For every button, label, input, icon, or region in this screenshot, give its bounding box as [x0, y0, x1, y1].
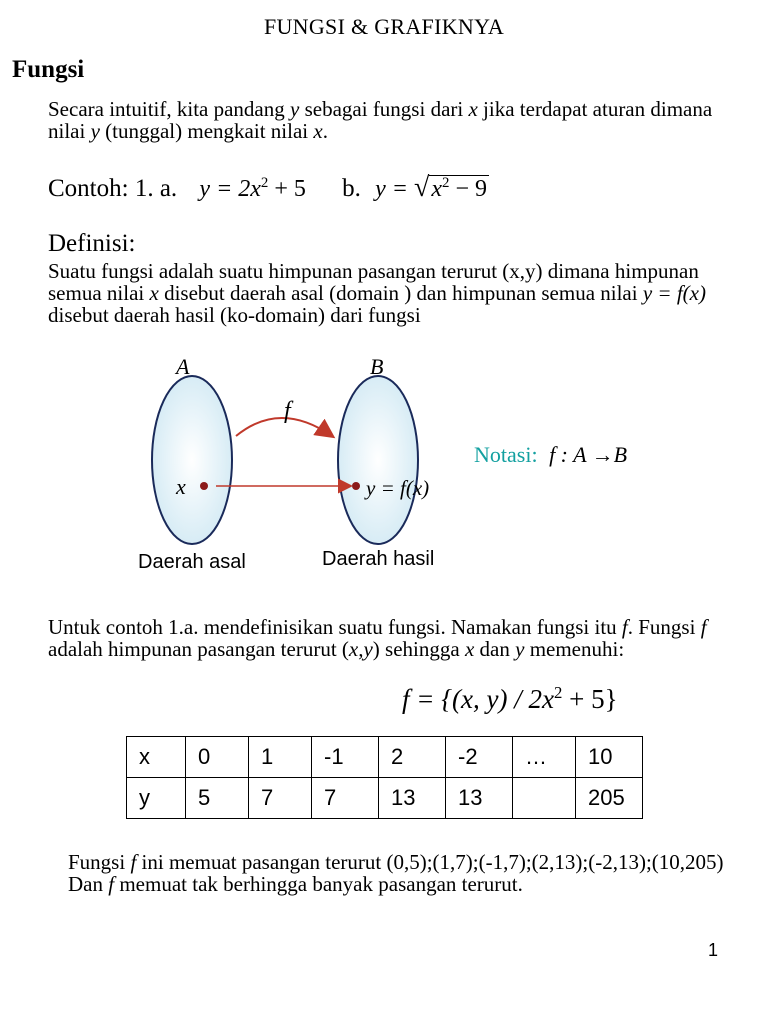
mapping-diagram: [120, 350, 460, 580]
codomain-set-ellipse: [338, 376, 418, 544]
page-title: FUNGSI & GRAFIKNYA: [263, 14, 505, 39]
equation-b: $y = √x^2 - 9$: [375, 172, 488, 203]
table-cell: 10: [576, 737, 643, 778]
example-equations: [48, 172, 489, 204]
value-table: [126, 736, 643, 819]
table-cell: 7: [249, 778, 312, 819]
table-cell: 2: [379, 737, 446, 778]
example-label: Contoh: 1. a.: [48, 175, 178, 202]
table-cell: 205: [576, 778, 643, 819]
table-cell: 1: [249, 737, 312, 778]
table-cell: 0: [186, 737, 249, 778]
table-cell: 7: [312, 778, 379, 819]
example-paragraph: Untuk contoh 1.a. mendefinisikan suatu fungsi. Namakan fungsi itu f. Fungsi f adalah himpunan pasangan terurut (x,y) sehingga x dan y memenuhi:: [48, 615, 707, 661]
intro-paragraph: Secara intuitif, kita pandang y sebagai fungsi dari x jika terdapat aturan dimana nilai y (tunggal) mengkait nilai x.: [48, 97, 713, 143]
function-label: f: [284, 398, 291, 424]
table-cell: 5: [186, 778, 249, 819]
example-b-label: b.: [342, 175, 361, 202]
equation-a: $y = 2x^2 + 5$: [199, 175, 306, 202]
table-row: [127, 737, 643, 778]
definition-paragraph: Suatu fungsi adalah suatu himpunan pasangan terurut (x,y) dimana himpunan semua nilai x disebut daerah asal (domain ) dan himpunan semua nilai y = f(x) disebut daerah hasil (ko-domain) dari fungsi: [48, 259, 706, 327]
domain-set-ellipse: [152, 376, 232, 544]
table-row: [127, 778, 643, 819]
sqrt-icon: √: [414, 172, 430, 203]
definition-title: Definisi:: [48, 230, 136, 257]
conclusion-paragraph: Fungsi f ini memuat pasangan terurut (0,5);(1,7);(-1,7);(2,13);(-2,13);(10,205) Dan f memuat tak berhingga banyak pasangan terurut.: [68, 850, 724, 896]
element-x-label: x: [176, 474, 186, 499]
element-y-dot: [352, 482, 360, 490]
codomain-label: Daerah hasil: [322, 548, 435, 570]
table-cell: [513, 778, 576, 819]
element-y-label: y = f(x): [366, 476, 430, 500]
page-number: 1: [708, 940, 719, 960]
element-x-dot: [200, 482, 208, 490]
table-cell: y: [127, 778, 186, 819]
table-cell: 13: [379, 778, 446, 819]
table-cell: 13: [446, 778, 513, 819]
set-formula: f = {(x, $y) / 2x^2 + 5$}: [402, 682, 618, 714]
table-cell: -1: [312, 737, 379, 778]
table-cell: x: [127, 737, 186, 778]
set-b-label: B: [370, 354, 384, 379]
section-heading: Fungsi: [12, 56, 85, 83]
table-cell: …: [513, 737, 576, 778]
notation-math: f : A →B: [549, 442, 628, 467]
set-a-label: A: [176, 354, 190, 379]
notation: [474, 442, 627, 468]
notation-label: Notasi:: [474, 442, 538, 467]
table-cell: -2: [446, 737, 513, 778]
domain-label: Daerah asal: [138, 551, 246, 573]
